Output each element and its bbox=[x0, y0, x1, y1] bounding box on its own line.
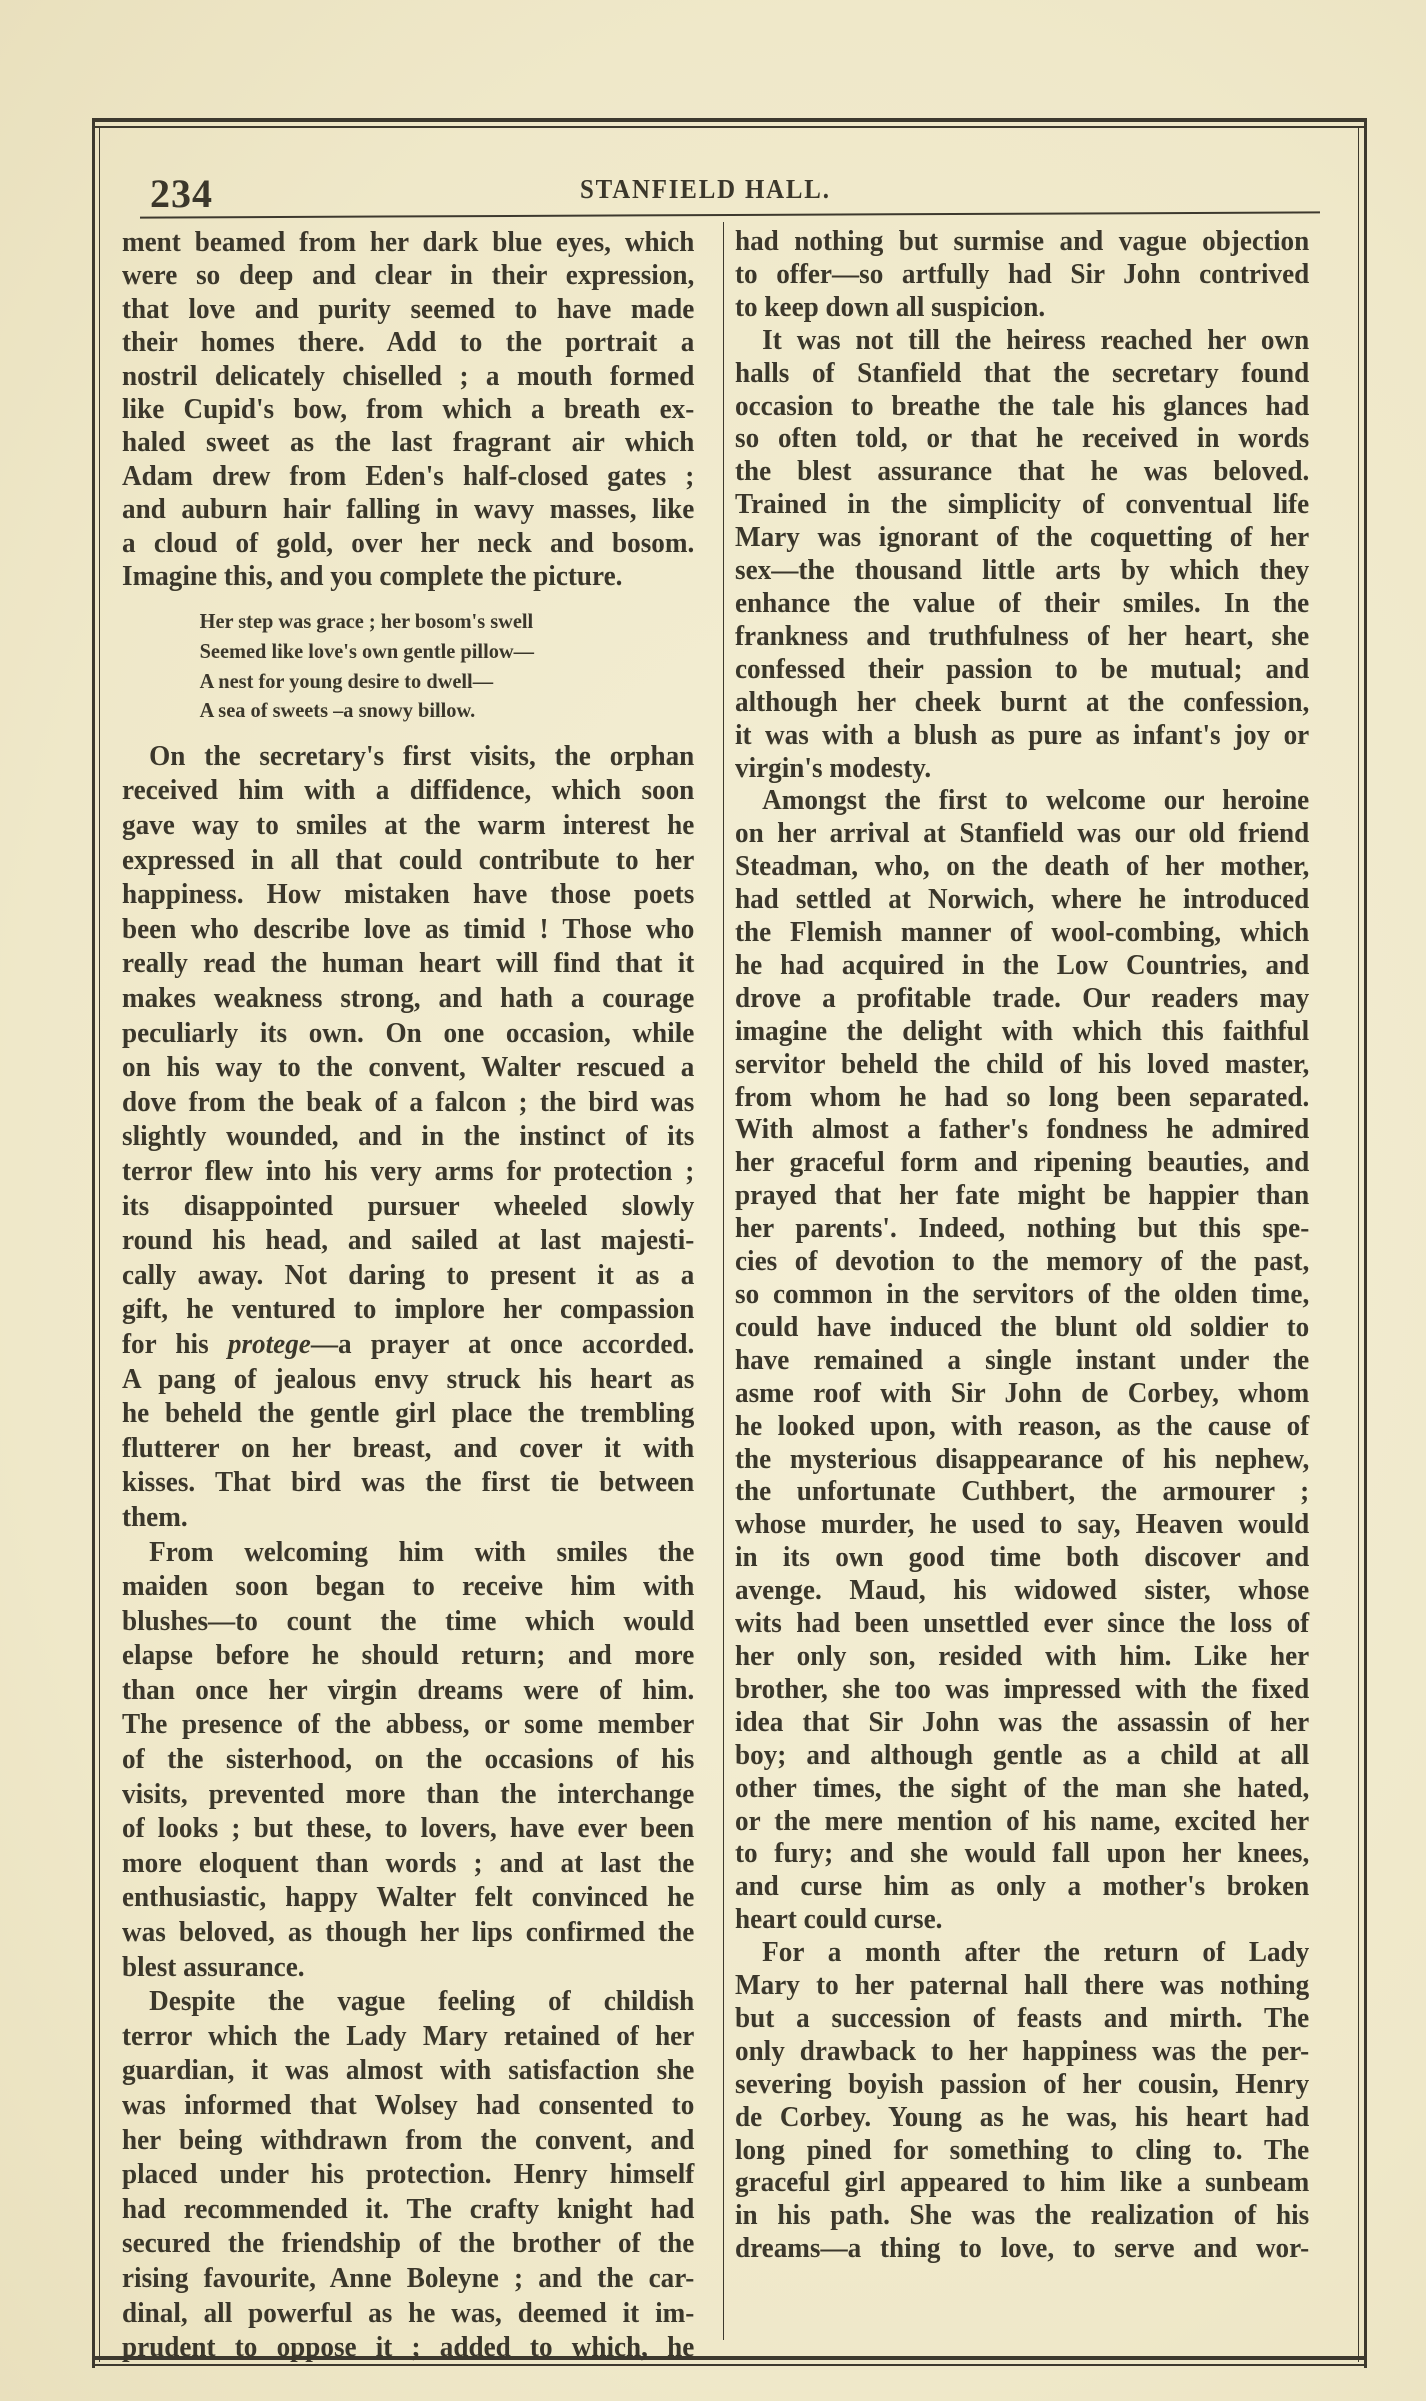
text-line bbox=[735, 1970, 1309, 2003]
line-text: dreams—a thing to love, to serve and wor- bbox=[735, 2233, 1310, 2265]
text-line bbox=[122, 1708, 694, 1743]
line-text: a cloud of gold, over her neck and bosom. bbox=[122, 527, 695, 559]
left-border-rule bbox=[92, 118, 95, 2368]
line-text: virgin's modesty. bbox=[735, 752, 932, 784]
text-line bbox=[735, 1740, 1309, 1773]
text-line bbox=[735, 522, 1309, 555]
text-line bbox=[122, 1363, 694, 1398]
line-text: drove a profitable trade. Our readers may bbox=[735, 982, 1310, 1014]
text-line bbox=[735, 1378, 1309, 1411]
line-text: that love and purity seemed to have made bbox=[122, 293, 695, 325]
text-line bbox=[122, 1397, 694, 1432]
text-line bbox=[735, 2167, 1309, 2200]
text-line bbox=[122, 844, 694, 879]
line-text: asme roof with Sir John de Corbey, whom bbox=[735, 1377, 1310, 1409]
text-line bbox=[122, 1086, 694, 1121]
text-line bbox=[735, 1279, 1309, 1312]
line-text: to keep down all suspicion. bbox=[735, 291, 1046, 323]
text-line bbox=[122, 1051, 694, 1086]
text-line bbox=[122, 2262, 694, 2297]
line-text: terror flew into his very arms for protection ; bbox=[122, 1155, 695, 1187]
text-line bbox=[735, 2036, 1309, 2069]
line-text: blest assurance. bbox=[122, 1951, 305, 1983]
line-text: her only son, resided with him. Like her bbox=[735, 1640, 1310, 1672]
line-text: peculiarly its own. On one occasion, while bbox=[122, 1017, 695, 1049]
line-text: From welcoming him with smiles the bbox=[149, 1536, 695, 1568]
text-line bbox=[735, 1049, 1309, 1082]
text-line bbox=[735, 1773, 1309, 1806]
line-text: although her cheek burnt at the confession, bbox=[735, 686, 1310, 718]
text-line bbox=[735, 1707, 1309, 1740]
text-line bbox=[735, 818, 1309, 851]
line-text: The presence of the abbess, or some member bbox=[122, 1709, 695, 1741]
line-text: Despite the vague feeling of childish bbox=[149, 1986, 695, 2018]
line-text: on her arrival at Stanfield was our old friend bbox=[735, 818, 1310, 850]
line-text: A sea of sweets –a snowy billow. bbox=[199, 698, 476, 723]
text-line bbox=[735, 259, 1309, 292]
text-line bbox=[122, 2227, 694, 2262]
line-text: in its own good time both discover and bbox=[735, 1542, 1310, 1574]
line-text: been who describe love as timid ! Those who bbox=[122, 913, 695, 945]
line-text: expressed in all that could contribute to her bbox=[122, 844, 695, 876]
line-text: cies of devotion to the memory of the past, bbox=[735, 1246, 1310, 1278]
text-line bbox=[735, 917, 1309, 950]
line-text: On the secretary's first visits, the orphan bbox=[149, 740, 695, 772]
right-border-rule bbox=[1364, 118, 1367, 2368]
text-line bbox=[122, 1224, 694, 1259]
line-text: haled sweet as the last fragrant air which bbox=[122, 427, 695, 459]
text-line bbox=[735, 588, 1309, 621]
line-text: dinal, all powerful as he was, deemed it im- bbox=[122, 2297, 695, 2329]
line-text: round his head, and sailed at last majesti- bbox=[122, 1225, 695, 1257]
line-text: secured the friendship of the brother of the bbox=[122, 2228, 695, 2260]
line-text: the blest assurance that he was beloved. bbox=[735, 456, 1310, 488]
text-line bbox=[122, 226, 694, 259]
text-line bbox=[122, 1432, 694, 1467]
text-line bbox=[735, 1476, 1309, 1509]
text-line bbox=[735, 226, 1309, 259]
text-line bbox=[122, 1259, 694, 1294]
text-line bbox=[122, 1743, 694, 1778]
line-text: was beloved, as though her lips confirmed the bbox=[122, 1917, 695, 1949]
text-line bbox=[735, 1147, 1309, 1180]
line-text: he had acquired in the Low Countries, and bbox=[735, 949, 1310, 981]
verse-line bbox=[122, 637, 694, 667]
page-number: 234 bbox=[150, 171, 213, 216]
line-text: it was with a blush as pure as infant's joy or bbox=[735, 719, 1310, 751]
line-text: slightly wounded, and in the instinct of its bbox=[122, 1121, 695, 1153]
text-line bbox=[735, 1082, 1309, 1115]
text-line bbox=[735, 1904, 1309, 1937]
text-line bbox=[735, 1444, 1309, 1477]
line-text: in his path. She was the realization of his bbox=[735, 2200, 1310, 2232]
line-text: and auburn hair falling in wavy masses, like bbox=[122, 494, 695, 526]
line-text: For a month after the return of Lady bbox=[762, 1937, 1310, 1969]
text-line bbox=[122, 360, 694, 393]
line-text: her being withdrawn from the convent, and bbox=[122, 2124, 695, 2156]
text-line bbox=[122, 1466, 694, 1501]
text-line bbox=[122, 460, 694, 493]
text-line bbox=[122, 982, 694, 1017]
line-text: its disappointed pursuer wheeled slowly bbox=[122, 1190, 695, 1222]
text-line bbox=[122, 1847, 694, 1882]
text-line bbox=[122, 1951, 694, 1986]
line-text: were so deep and clear in their expression, bbox=[122, 260, 695, 292]
line-text: Trained in the simplicity of conventual life bbox=[735, 489, 1310, 521]
line-text: whose murder, he used to say, Heaven would bbox=[735, 1509, 1310, 1541]
line-text: Adam drew from Eden's half-closed gates ; bbox=[122, 460, 695, 492]
text-line bbox=[122, 809, 694, 844]
line-text: happiness. How mistaken have those poets bbox=[122, 879, 695, 911]
left-border-rule-inner bbox=[99, 126, 100, 2362]
header-rule bbox=[140, 211, 1320, 218]
verse-spacing bbox=[122, 593, 712, 607]
text-line bbox=[735, 621, 1309, 654]
line-text: from whom he had so long been separated. bbox=[735, 1081, 1310, 1113]
line-text: long pined for something to cling to. The bbox=[735, 2134, 1310, 2166]
text-line bbox=[735, 1871, 1309, 1904]
line-text: heart could curse. bbox=[735, 1904, 943, 1936]
line-text: the unfortunate Cuthbert, the armourer ; bbox=[735, 1476, 1310, 1508]
text-line bbox=[735, 2003, 1309, 2036]
text-line bbox=[735, 2200, 1309, 2233]
text-line bbox=[122, 1674, 694, 1709]
text-line bbox=[735, 1016, 1309, 1049]
text-line bbox=[122, 774, 694, 809]
line-text: ment beamed from her dark blue eyes, which bbox=[122, 227, 695, 258]
line-text: cally away. Not daring to present it as a bbox=[122, 1259, 695, 1291]
line-text: and curse him as only a mother's broken bbox=[735, 1871, 1310, 1903]
text-line bbox=[735, 2102, 1309, 2135]
text-line bbox=[735, 555, 1309, 588]
text-line bbox=[735, 358, 1309, 391]
text-line bbox=[122, 740, 694, 775]
line-text: like Cupid's bow, from which a breath ex- bbox=[122, 394, 695, 426]
text-line bbox=[122, 2297, 694, 2332]
line-text: enthusiastic, happy Walter felt convinced he bbox=[122, 1882, 695, 1914]
line-text: blushes—to count the time which would bbox=[122, 1605, 695, 1637]
text-line bbox=[735, 1213, 1309, 1246]
text-line bbox=[735, 884, 1309, 917]
line-text: the Flemish manner of wool-combing, which bbox=[735, 917, 1310, 949]
text-line bbox=[735, 1542, 1309, 1575]
line-text: Seemed like love's own gentle pillow— bbox=[199, 639, 535, 664]
text-line bbox=[735, 292, 1309, 325]
line-text: had settled at Norwich, where he introduced bbox=[735, 884, 1310, 916]
text-line bbox=[735, 1937, 1309, 1970]
text-line bbox=[122, 1017, 694, 1052]
text-line bbox=[735, 785, 1309, 818]
line-text: idea that Sir John was the assassin of her bbox=[735, 1706, 1310, 1738]
text-line bbox=[735, 1641, 1309, 1674]
line-text: placed under his protection. Henry himself bbox=[122, 2159, 695, 2191]
text-line bbox=[735, 950, 1309, 983]
line-text: A nest for young desire to dwell— bbox=[199, 668, 494, 693]
text-line bbox=[122, 560, 694, 593]
text-line bbox=[122, 1985, 694, 2020]
line-text: prayed that her fate might be happier than bbox=[735, 1180, 1310, 1212]
line-text: but a succession of feasts and mirth. The bbox=[735, 2002, 1310, 2034]
line-text: kisses. That bird was the first tie between bbox=[122, 1467, 695, 1499]
text-line bbox=[735, 325, 1309, 358]
line-text: received him with a diffidence, which soon bbox=[122, 775, 695, 807]
line-text: de Corbey. Young as he was, his heart had bbox=[735, 2101, 1310, 2133]
text-line bbox=[122, 1155, 694, 1190]
verse-line bbox=[122, 667, 694, 697]
line-text: flutterer on her breast, and cover it with bbox=[122, 1432, 695, 1464]
line-text: frankness and truthfulness of her heart, she bbox=[735, 620, 1310, 652]
line-text: their homes there. Add to the portrait a bbox=[122, 327, 695, 359]
line-text: elapse before he should return; and more bbox=[122, 1640, 695, 1672]
line-text: makes weakness strong, and hath a courage bbox=[122, 983, 695, 1014]
text-line bbox=[735, 654, 1309, 687]
text-line bbox=[735, 1838, 1309, 1871]
text-line bbox=[122, 2054, 694, 2089]
text-line bbox=[735, 2233, 1309, 2266]
text-line bbox=[735, 2069, 1309, 2102]
text-line bbox=[735, 1806, 1309, 1839]
verse-line bbox=[122, 607, 694, 637]
text-line bbox=[735, 1114, 1309, 1147]
text-line bbox=[735, 1180, 1309, 1213]
line-text: Imagine this, and you complete the picture. bbox=[122, 561, 623, 593]
line-text: enhance the value of their smiles. In the bbox=[735, 587, 1310, 619]
line-text: had nothing but surmise and vague objection bbox=[735, 226, 1310, 257]
text-line bbox=[735, 2135, 1309, 2168]
line-text: dove from the beak of a falcon ; the bird was bbox=[122, 1086, 695, 1118]
line-text: brother, she too was impressed with the fixed bbox=[735, 1673, 1310, 1705]
text-line bbox=[122, 1120, 694, 1155]
line-text: or the mere mention of his name, excited her bbox=[735, 1805, 1310, 1837]
line-text: nostril delicately chiselled ; a mouth formed bbox=[122, 360, 695, 392]
line-text: boy; and although gentle as a child at all bbox=[735, 1739, 1310, 1771]
line-text: Amongst the first to welcome our heroine bbox=[762, 785, 1310, 817]
text-line bbox=[122, 1778, 694, 1813]
line-text: With almost a father's fondness he admired bbox=[735, 1114, 1310, 1146]
line-text: Mary to her paternal hall there was nothing bbox=[735, 1970, 1310, 2002]
top-border-rule-inner bbox=[92, 126, 1367, 128]
line-text: her parents'. Indeed, nothing but this spe- bbox=[735, 1213, 1310, 1245]
line-text: on his way to the convent, Walter rescued a bbox=[122, 1052, 695, 1084]
text-line bbox=[122, 293, 694, 326]
text-line bbox=[122, 878, 694, 913]
text-line bbox=[122, 2331, 694, 2366]
line-text: severing boyish passion of her cousin, Henry bbox=[735, 2068, 1310, 2100]
text-line bbox=[735, 1345, 1309, 1378]
line-text: he beheld the gentle girl place the trembling bbox=[122, 1398, 695, 1430]
text-line bbox=[122, 947, 694, 982]
line-text: prudent to oppose it ; added to which, he bbox=[122, 2332, 695, 2364]
text-line bbox=[735, 1674, 1309, 1707]
text-line bbox=[122, 527, 694, 560]
text-line bbox=[122, 326, 694, 359]
line-text: imagine the delight with which this faithful bbox=[735, 1015, 1310, 1047]
text-line bbox=[735, 423, 1309, 456]
line-text: A pang of jealous envy struck his heart as bbox=[122, 1363, 695, 1395]
line-text: was informed that Wolsey had consented to bbox=[122, 2090, 695, 2121]
text-line bbox=[735, 1246, 1309, 1279]
line-text: so common in the servitors of the olden time, bbox=[735, 1279, 1310, 1310]
text-line bbox=[122, 2020, 694, 2055]
text-line bbox=[122, 1916, 694, 1951]
text-line bbox=[122, 1605, 694, 1640]
line-text-after: —a prayer at once accorded. bbox=[310, 1328, 695, 1360]
text-line bbox=[735, 1411, 1309, 1444]
line-text: to offer—so artfully had Sir John contrived bbox=[735, 258, 1310, 290]
right-column bbox=[735, 226, 1327, 2266]
text-line bbox=[122, 1570, 694, 1605]
line-text: terror which the Lady Mary retained of her bbox=[122, 2020, 695, 2052]
column-divider bbox=[723, 222, 724, 2340]
line-text: have remained a single instant under the bbox=[735, 1344, 1310, 1376]
text-line bbox=[122, 2158, 694, 2193]
line-text: really read the human heart will find that it bbox=[122, 948, 695, 980]
line-text: for his bbox=[122, 1328, 228, 1360]
text-line bbox=[735, 1608, 1309, 1641]
line-text: could have induced the blunt old soldier to bbox=[735, 1311, 1310, 1343]
text-line bbox=[735, 489, 1309, 522]
text-line bbox=[122, 913, 694, 948]
line-text: of looks ; but these, to lovers, have ever been bbox=[122, 1813, 695, 1845]
verse-spacing bbox=[122, 726, 712, 740]
line-text: visits, prevented more than the interchange bbox=[122, 1778, 695, 1810]
text-line bbox=[122, 259, 694, 292]
line-text: avenge. Maud, his widowed sister, whose bbox=[735, 1575, 1310, 1607]
text-line bbox=[122, 426, 694, 459]
line-text: had recommended it. The crafty knight had bbox=[122, 2193, 695, 2225]
line-text: halls of Stanfield that the secretary found bbox=[735, 357, 1310, 389]
text-line bbox=[122, 2193, 694, 2228]
running-title: STANFIELD HALL. bbox=[580, 174, 831, 204]
line-text: of the sisterhood, on the occasions of his bbox=[122, 1744, 695, 1776]
text-line bbox=[122, 1812, 694, 1847]
line-text: Steadman, who, on the death of her mother, bbox=[735, 851, 1310, 883]
line-text: gave way to smiles at the warm interest he bbox=[122, 810, 695, 842]
text-line bbox=[735, 687, 1309, 720]
text-line bbox=[735, 1575, 1309, 1608]
text-line bbox=[735, 1312, 1309, 1345]
line-text: maiden soon began to receive him with bbox=[122, 1571, 695, 1603]
line-text: only drawback to her happiness was the per- bbox=[735, 2035, 1310, 2067]
line-text: them. bbox=[122, 1501, 188, 1533]
text-line bbox=[122, 2089, 694, 2124]
text-line bbox=[122, 1536, 694, 1571]
line-text: Her step was grace ; her bosom's swell bbox=[199, 609, 534, 634]
text-line bbox=[122, 1639, 694, 1674]
italic-word: protege bbox=[227, 1328, 311, 1360]
text-line bbox=[122, 1328, 694, 1363]
text-line bbox=[122, 1190, 694, 1225]
text-line bbox=[735, 720, 1309, 753]
line-text: rising favourite, Anne Boleyne ; and the car- bbox=[122, 2262, 695, 2294]
line-text: servitor beheld the child of his loved master, bbox=[735, 1048, 1310, 1080]
line-text: graceful girl appeared to him like a sunbeam bbox=[735, 2167, 1310, 2199]
text-line bbox=[735, 851, 1309, 884]
line-text: the mysterious disappearance of his nephew, bbox=[735, 1443, 1310, 1475]
text-line bbox=[735, 1509, 1309, 1542]
line-text: so often told, or that he received in words bbox=[735, 423, 1310, 455]
line-text: her graceful form and ripening beauties, and bbox=[735, 1147, 1310, 1179]
verse-line bbox=[122, 696, 694, 726]
line-text: guardian, it was almost with satisfaction she bbox=[122, 2055, 695, 2087]
text-line bbox=[122, 1293, 694, 1328]
line-text: Mary was ignorant of the coquetting of her bbox=[735, 522, 1310, 554]
line-text: gift, he ventured to implore her compassion bbox=[122, 1294, 695, 1326]
line-text: It was not till the heiress reached her own bbox=[762, 324, 1310, 356]
line-text: sex—the thousand little arts by which they bbox=[735, 555, 1310, 587]
line-text: occasion to breathe the tale his glances had bbox=[735, 390, 1310, 422]
line-text: wits had been unsettled ever since the loss of bbox=[735, 1608, 1310, 1640]
line-text: confessed their passion to be mutual; and bbox=[735, 653, 1310, 685]
line-text: to fury; and she would fall upon her knees, bbox=[735, 1838, 1310, 1870]
text-line bbox=[122, 393, 694, 426]
text-line bbox=[122, 1501, 694, 1536]
line-text: other times, the sight of the man she hated, bbox=[735, 1772, 1310, 1804]
text-line bbox=[122, 2124, 694, 2159]
left-column bbox=[122, 226, 712, 2366]
text-line bbox=[122, 493, 694, 526]
text-line bbox=[735, 753, 1309, 786]
text-line bbox=[735, 983, 1309, 1016]
top-border-rule bbox=[92, 118, 1367, 122]
text-line bbox=[735, 391, 1309, 424]
line-text: more eloquent than words ; and at last the bbox=[122, 1847, 695, 1879]
text-line bbox=[735, 456, 1309, 489]
line-text: he looked upon, with reason, as the cause of bbox=[735, 1410, 1310, 1442]
text-line bbox=[122, 1881, 694, 1916]
line-text: than once her virgin dreams were of him. bbox=[122, 1674, 695, 1706]
right-border-rule-inner bbox=[1358, 126, 1359, 2362]
